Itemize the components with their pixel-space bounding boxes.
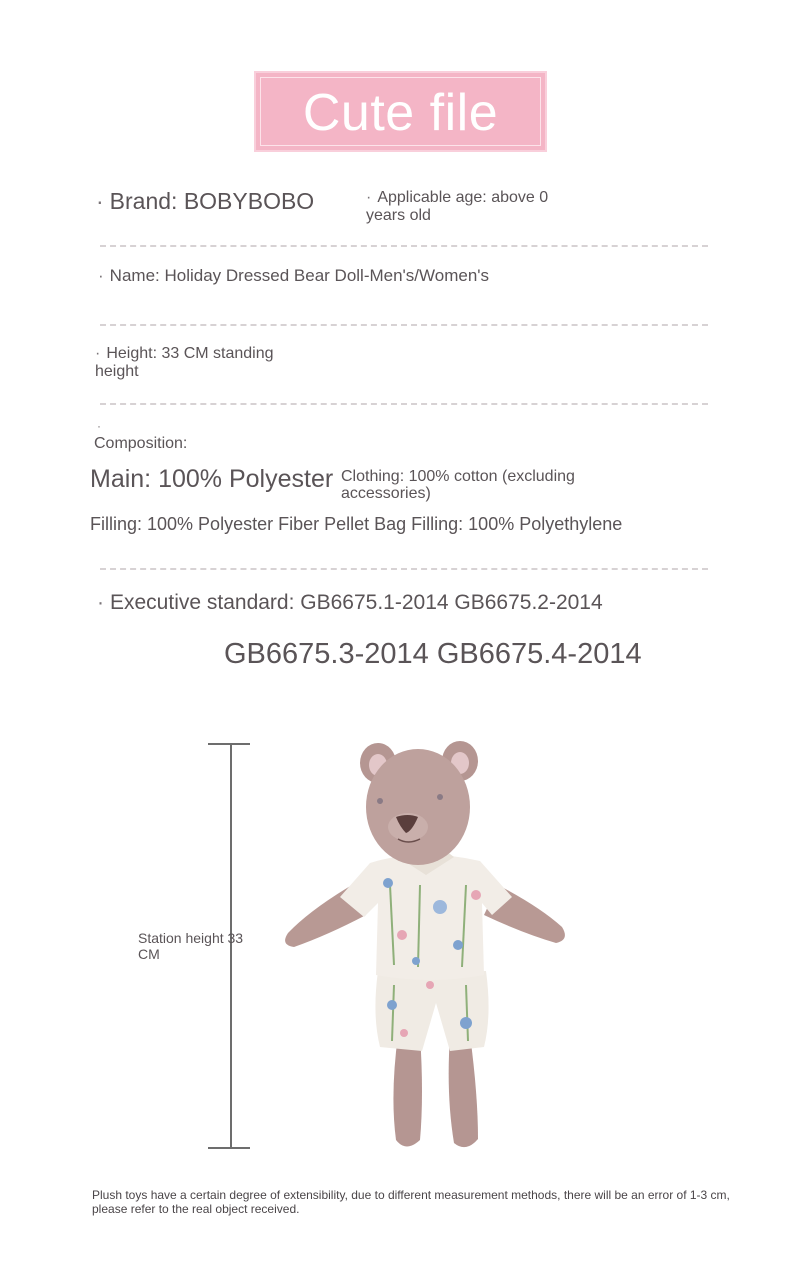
name-row: [98, 266, 489, 286]
bear-right-leg: [449, 1035, 478, 1147]
age-text: Applicable age: above 0 years old: [366, 189, 549, 224]
bullet: ·: [366, 189, 372, 206]
ruler-top-tick: [208, 743, 250, 745]
divider: [100, 403, 708, 405]
measurement-note: Plush toys have a certain degree of extensibility, due to different measurement methods, there will be an error of 1-3 cm, please refer to the real object received.: [92, 1188, 730, 1216]
brand-row: [96, 188, 314, 215]
bullet: ·: [97, 591, 104, 614]
page-title: Cute file: [302, 84, 499, 142]
divider: [100, 245, 708, 247]
composition-label: Composition:: [94, 435, 188, 452]
bear-right-eye: [437, 794, 443, 800]
executive-standard-continued: GB6675.3-2014 GB6675.4-2014: [224, 638, 642, 670]
bullet: ·: [98, 266, 104, 285]
bullet: ·: [96, 188, 104, 214]
ruler-bottom-tick: [208, 1147, 250, 1149]
bear-left-eye: [377, 798, 383, 804]
brand-text: Brand: BOBYBOBO: [109, 188, 315, 214]
main-composition: Main: 100% Polyester: [90, 465, 334, 493]
executive-standard-text: Executive standard: GB6675.1-2014 GB6675.2-2014: [110, 591, 603, 614]
title-badge: [254, 71, 547, 152]
bullet: ·: [95, 345, 101, 362]
bear-head: [366, 749, 470, 865]
height-row: [95, 345, 295, 381]
filling-composition: Filling: 100% Polyester Fiber Pellet Bag Filling: 100% Polyethylene: [90, 514, 623, 534]
bullet: ·: [97, 419, 101, 433]
height-text: Height: 33 CM standing height: [95, 345, 274, 380]
name-text: Name: Holiday Dressed Bear Doll-Men's/Women's: [109, 266, 490, 285]
executive-standard-row: [97, 591, 603, 615]
clothing-composition: Clothing: 100% cotton (excluding accessories): [341, 468, 575, 502]
divider: [100, 568, 708, 570]
divider: [100, 324, 708, 326]
bear-left-leg: [393, 1035, 422, 1147]
bear-doll-image: [270, 735, 580, 1155]
station-height-label: Station height 33 CM: [138, 930, 244, 962]
age-row: [366, 189, 566, 225]
